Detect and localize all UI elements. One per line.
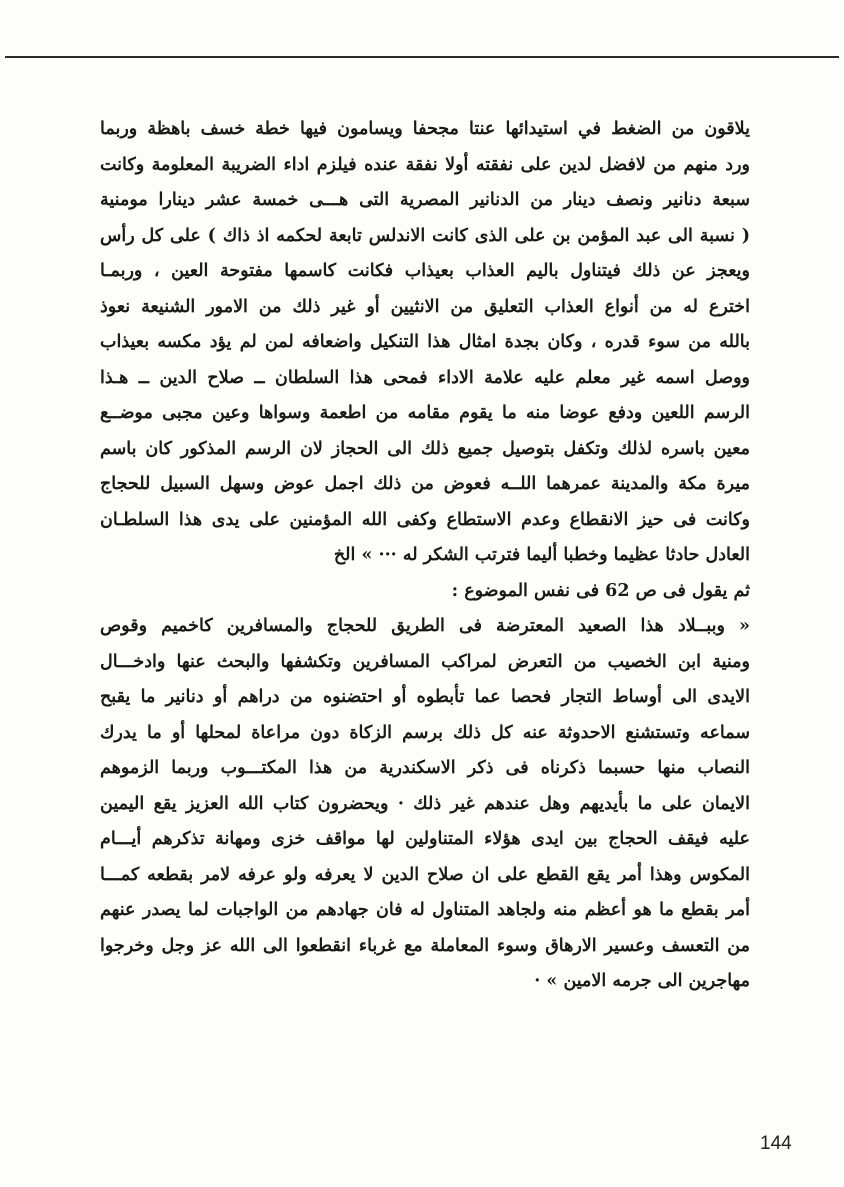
text-line: اخترع له من أنواع العذاب التعليق من الانثيين أو غير ذلك من الامور الشنيعة نعوذ xyxy=(100,296,750,317)
text-line: بالله من سوء قدره ، وكان بجدة امثال هذا التنكيل واضعافه لمن لم يؤد مكسه بعيذاب xyxy=(100,332,750,352)
text-line: يلاقون من الضغط في استيدائها عنتا مجحفا ويسامون فيها خطة خسف باهظة وربما xyxy=(100,119,750,139)
text-line: ( نسبة الى عبد المؤمن بن على الذى كانت الاندلس تابعة لحكمه اذ ذاك ) على كل رأس xyxy=(100,225,750,246)
text-line: وكانت فى حيز الانقطاع وعدم الاستطاع وكفى الله المؤمنين على يدى هذا السلطـان xyxy=(100,509,750,530)
text-line: من التعسف وعسير الارهاق وسوء المعاملة مع غرباء انقطعوا الى الله عز وجل وخرجوا xyxy=(100,935,750,956)
text-line: ووصل اسمه غير معلم عليه علامة الاداء فمحى هذا السلطان ــ صلاح الدين ــ هـذا xyxy=(100,367,750,388)
body-text xyxy=(100,112,750,1000)
text-line: ومنية ابن الخصيب من التعرض لمراكب المسافرين وتكشفها والبحث عنها وادخـــال xyxy=(100,651,750,672)
text-line: الايدى الى أوساط التجار فحصا عما تأبطوه أو احتضنوه من دراهم أو دنانير ما يقبح xyxy=(100,687,750,707)
text-line: ورد منهم من لافضل لدين على نفقته أولا نفقة عنده فيلزم اداء الضريبة المعلومة وكانت xyxy=(100,154,750,175)
page-number: 144 xyxy=(760,1133,792,1154)
text-line: ويعجز عن ذلك فيتناول باليم العذاب بعيذاب فكانت كاسمها مفتوحة العين ، وربمـا xyxy=(100,261,750,281)
text-line: الرسم اللعين ودفع عوضا منه ما يقوم مقامه من اطعمة وسواها وعين مجبى موضــع xyxy=(100,403,750,423)
text-line: سماعه وتستشنع الاحدوثة عنه كل ذلك برسم الزكاة دون مراعاة لمحلها أو ما يدرك xyxy=(100,722,750,743)
text-line: سبعة دنانير ونصف دينار من الدنانير المصرية التى هـــى خمسة عشر دينارا مومنية xyxy=(100,190,750,210)
header-rule xyxy=(5,56,839,58)
text-line: ميرة مكة والمدينة عمرهما اللــه فعوض من ذلك اجمل عوض وسهل السبيل للحجاج xyxy=(100,474,750,494)
text-line: عليه فيقف الحجاج بين ايدى هؤلاء المتناولين لها مواقف خزى ومهانة تذكرهم أيـــام xyxy=(100,829,750,849)
text-line: أمر بقطع ما هو أعظم منه ولجاهد المتناول له فان جهادهم من الواجبات لما يصدر عنهم xyxy=(100,900,750,920)
text-line: ثم يقول فى ص 62 فى نفس الموضوع : xyxy=(451,580,750,601)
text-line: « وببــلاد هذا الصعيد المعترضة فى الطريق للحجاج والمسافرين كاخميم وقوص xyxy=(100,616,750,636)
text-line: النصاب منها حسبما ذكرناه فى ذكر الاسكندرية من هذا المكتـــوب وربما الزموهم xyxy=(100,758,750,778)
text-line: مهاجرين الى جرمه الامين » · xyxy=(534,971,750,991)
text-line: معين باسره لذلك وتكفل بتوصيل جميع ذلك الى الحجاز لان الرسم المذكور كان باسم xyxy=(100,438,750,459)
text-line: المكوس وهذا أمر يقع القطع على ان صلاح الدين لا يعرفه ولو عرفه لامر بقطعه كمـــا xyxy=(100,864,750,885)
text-line: الايمان على ما بأيديهم وهل عندهم غير ذلك · ويحضرون كتاب الله العزيز يقع اليمين xyxy=(100,793,750,814)
text-line: العادل حادثا عظيما وخطبا أليما فترتب الشكر له ··· » الخ xyxy=(333,545,750,565)
